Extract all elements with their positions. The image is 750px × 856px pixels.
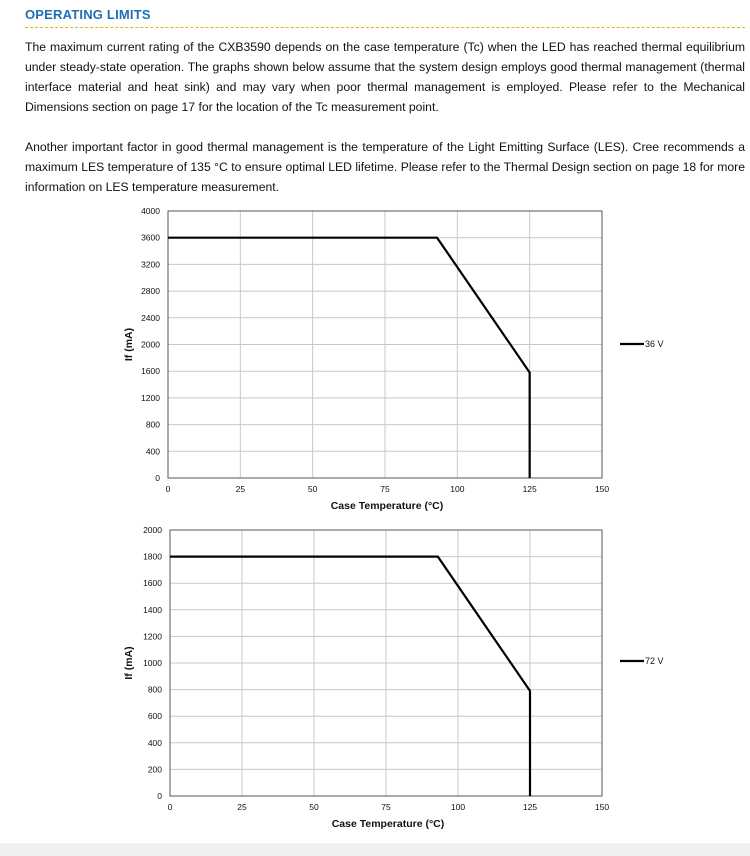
chart2-x-tick-label: 150: [594, 802, 610, 812]
chart1-y-tick-label: 2800: [141, 286, 160, 297]
chart1-y-tick-label: 2000: [141, 339, 160, 350]
chart2-x-axis-title: Case Temperature (°C): [331, 818, 445, 830]
chart1-y-tick-label: 4000: [141, 206, 160, 216]
paragraph-current-rating: The maximum current rating of the CXB3590 depends on the case temperature (Tc) when the LED has reached thermal equilibrium under steady-state operation. The graphs shown below assume that the system design employs good thermal management (thermal interface material and heat sink) and may vary when poor thermal management is employed. Please refer to the Mechanical Dimensions section on page 17 for the location of the Tc measurement point.: [25, 40, 745, 114]
chart2-y-tick-label: 1600: [143, 578, 162, 589]
chart1-x-tick-label: 0: [165, 484, 171, 494]
chart2-y-tick-label: 1400: [143, 604, 162, 615]
chart2-y-tick-label: 400: [147, 737, 162, 748]
chart1-x-tick-label: 75: [380, 484, 390, 494]
chart1-y-tick-label: 2400: [141, 312, 160, 323]
section-title: OPERATING LIMITS: [25, 7, 151, 22]
chart2-x-tick-label: 75: [381, 802, 391, 812]
chart1-x-tick-label: 125: [522, 484, 537, 494]
chart1-y-tick-label: 0: [155, 473, 160, 483]
chart1-y-tick-label: 1600: [141, 366, 160, 377]
chart2-x-tick-label: 50: [309, 802, 319, 812]
chart2-y-tick-label: 1000: [143, 658, 162, 668]
page-footer-strip: [0, 843, 750, 856]
chart2-x-tick-label: 0: [167, 802, 173, 812]
chart2-legend-label: 72 V: [645, 656, 664, 666]
chart2-y-tick-label: 1800: [143, 551, 162, 562]
chart2-y-tick-label: 2000: [143, 525, 162, 535]
chart1-y-tick-label: 1200: [141, 392, 160, 403]
chart1-y-tick-label: 3200: [141, 259, 160, 270]
chart2-y-tick-label: 0: [157, 791, 162, 801]
chart2-x-tick-label: 25: [237, 802, 247, 812]
chart1-x-axis-title: Case Temperature (°C): [330, 500, 444, 512]
chart1-y-tick-label: 400: [145, 446, 160, 457]
chart2-y-tick-label: 800: [147, 684, 162, 695]
chart1-x-tick-label: 50: [307, 484, 318, 494]
chart2-y-tick-label: 1200: [143, 631, 162, 642]
chart1-series-line: [168, 238, 530, 478]
paragraph-les-temperature: Another important factor in good thermal management is the temperature of the Light Emitting Surface (LES). Cree recommends a maximum LES temperature of 135 °C to ensure optimal LED lifetime. Please refer to the Thermal Design section on page 18 for more information on LES temperature measurement.: [25, 140, 745, 194]
chart1-legend-label: 36 V: [645, 339, 664, 349]
chart2-y-axis-title: If (mA): [123, 646, 135, 680]
chart2-x-tick-label: 100: [450, 802, 466, 812]
chart2-series-line: [170, 557, 530, 796]
chart1-y-tick-label: 800: [145, 419, 160, 430]
chart1-y-tick-label: 3600: [141, 232, 160, 243]
chart1-x-tick-label: 25: [235, 484, 246, 494]
chart2-y-tick-label: 600: [147, 711, 162, 722]
chart2-y-tick-label: 200: [147, 764, 162, 775]
chart1-y-axis-title: If (mA): [123, 327, 135, 362]
chart1-x-tick-label: 100: [450, 484, 465, 494]
chart1-x-tick-label: 150: [594, 484, 610, 494]
chart2-x-tick-label: 125: [522, 802, 538, 812]
